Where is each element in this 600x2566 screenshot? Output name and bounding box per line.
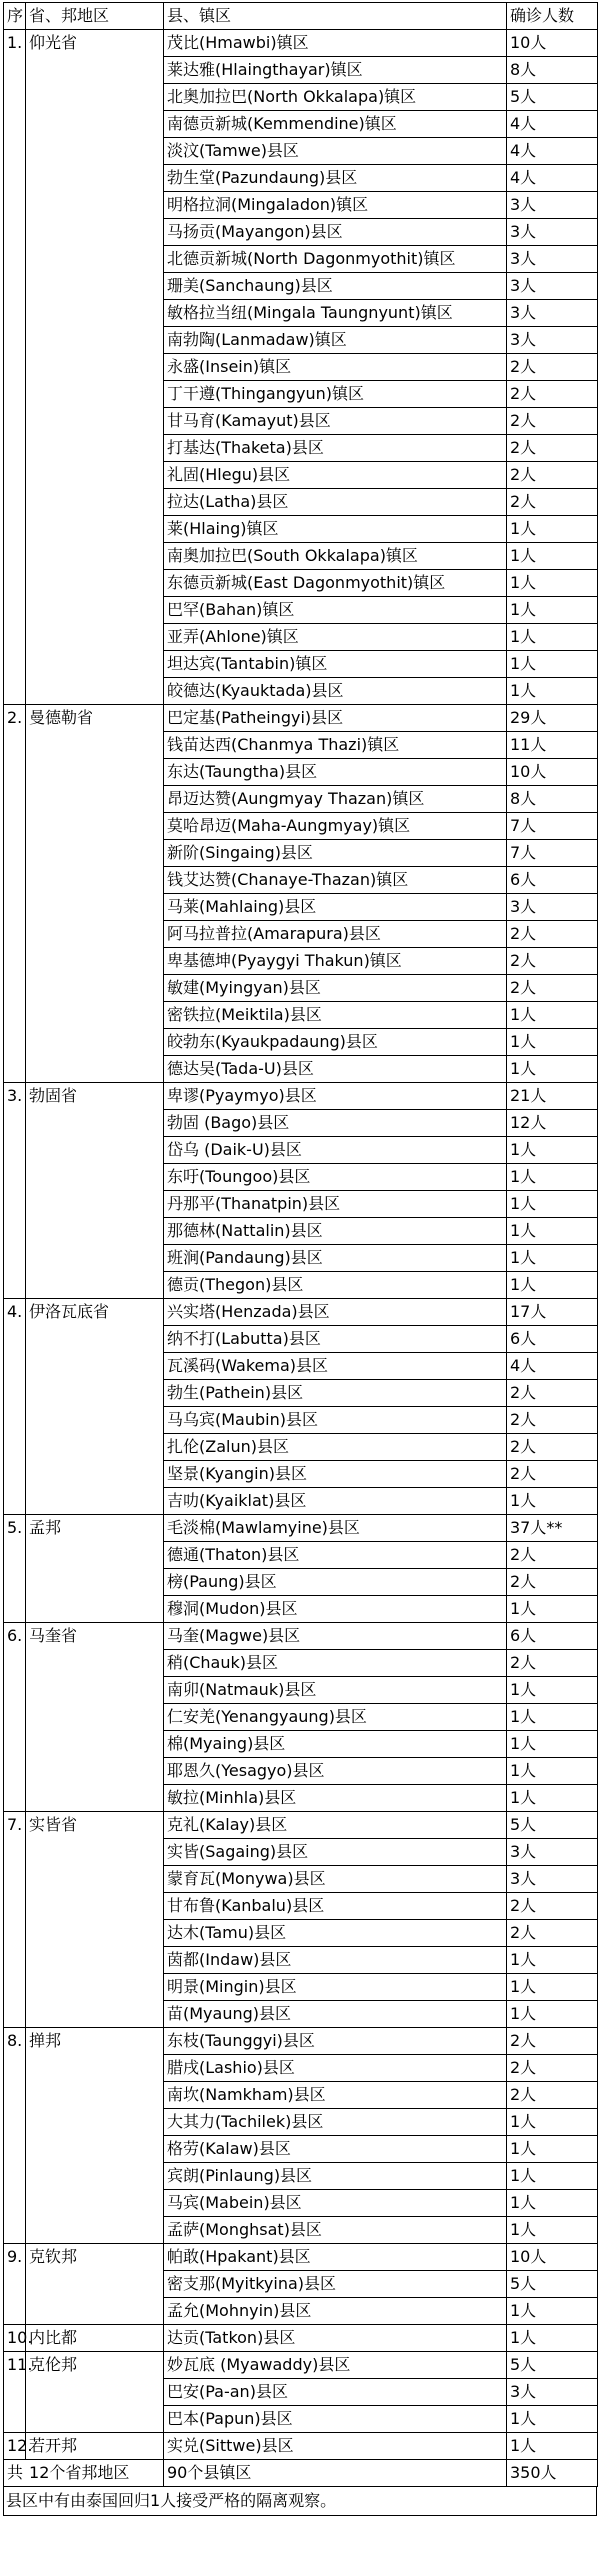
count-cell: 1人 [507, 1758, 598, 1785]
group-seq: 6. [4, 1623, 26, 1812]
header-district: 县、镇区 [164, 3, 507, 30]
count-cell: 2人 [507, 435, 598, 462]
district-cell: 卑谬(Pyaymyo)县区 [164, 1083, 507, 1110]
district-cell: 达贡(Tatkon)县区 [164, 2325, 507, 2352]
count-cell: 1人 [507, 1488, 598, 1515]
total-district: 90个县镇区 [164, 2460, 507, 2487]
district-cell: 亚弄(Ahlone)镇区 [164, 624, 507, 651]
count-cell: 5人 [507, 2352, 598, 2379]
district-cell: 东德贡新城(East Dagonmyothit)镇区 [164, 570, 507, 597]
table-row [4, 1623, 598, 1650]
table-row [4, 1812, 598, 1839]
district-cell: 敏拉(Minhla)县区 [164, 1785, 507, 1812]
district-cell: 巴本(Papun)县区 [164, 2406, 507, 2433]
count-cell: 1人 [507, 2433, 598, 2460]
district-cell: 礼固(Hlegu)县区 [164, 462, 507, 489]
district-cell: 坦达宾(Tantabin)镇区 [164, 651, 507, 678]
district-cell: 大其力(Tachilek)县区 [164, 2109, 507, 2136]
district-cell: 勃固 (Bago)县区 [164, 1110, 507, 1137]
group-seq: 3. [4, 1083, 26, 1299]
district-cell: 巴安(Pa-an)县区 [164, 2379, 507, 2406]
count-cell: 1人 [507, 2406, 598, 2433]
district-cell: 勃生堂(Pazundaung)县区 [164, 165, 507, 192]
district-cell: 南坎(Namkham)县区 [164, 2082, 507, 2109]
cases-table [3, 2, 598, 2487]
count-cell: 1人 [507, 543, 598, 570]
district-cell: 北奥加拉巴(North Okkalapa)镇区 [164, 84, 507, 111]
group-province: 克钦邦 [26, 2244, 164, 2325]
count-cell: 8人 [507, 57, 598, 84]
count-cell: 1人 [507, 516, 598, 543]
table-row [4, 1083, 598, 1110]
group-seq: 7. [4, 1812, 26, 2028]
table-row [4, 2325, 598, 2352]
district-cell: 巴罕(Bahan)镇区 [164, 597, 507, 624]
table-row [4, 1299, 598, 1326]
group-province: 马奎省 [26, 1623, 164, 1812]
district-cell: 敏格拉当纽(Mingala Taungnyunt)镇区 [164, 300, 507, 327]
footnote: 县区中有由泰国回归1人接受严格的隔离观察。 [3, 2487, 597, 2516]
group-province: 勃固省 [26, 1083, 164, 1299]
district-cell: 皎勃东(Kyaukpadaung)县区 [164, 1029, 507, 1056]
count-cell: 1人 [507, 1677, 598, 1704]
count-cell: 2人 [507, 381, 598, 408]
district-cell: 马莱(Mahlaing)县区 [164, 894, 507, 921]
count-cell: 3人 [507, 894, 598, 921]
district-cell: 班涧(Pandaung)县区 [164, 1245, 507, 1272]
district-cell: 南勃陶(Lanmadaw)镇区 [164, 327, 507, 354]
count-cell: 1人 [507, 1191, 598, 1218]
group-province: 内比都 [26, 2325, 164, 2352]
count-cell: 2人 [507, 948, 598, 975]
count-cell: 1人 [507, 1974, 598, 2001]
count-cell: 1人 [507, 678, 598, 705]
count-cell: 3人 [507, 1866, 598, 1893]
district-cell: 吉叻(Kyaiklat)县区 [164, 1488, 507, 1515]
count-cell: 4人 [507, 111, 598, 138]
count-cell: 2人 [507, 1461, 598, 1488]
district-cell: 达木(Tamu)县区 [164, 1920, 507, 1947]
count-cell: 1人 [507, 570, 598, 597]
count-cell: 5人 [507, 2271, 598, 2298]
district-cell: 莱(Hlaing)镇区 [164, 516, 507, 543]
count-cell: 2人 [507, 1407, 598, 1434]
district-cell: 棉(Myaing)县区 [164, 1731, 507, 1758]
count-cell: 2人 [507, 354, 598, 381]
district-cell: 马乌宾(Maubin)县区 [164, 1407, 507, 1434]
district-cell: 妙瓦底 (Myawaddy)县区 [164, 2352, 507, 2379]
group-province: 若开邦 [26, 2433, 164, 2460]
count-cell: 5人 [507, 84, 598, 111]
district-cell: 毛淡棉(Mawlamyine)县区 [164, 1515, 507, 1542]
count-cell: 11人 [507, 732, 598, 759]
count-cell: 6人 [507, 867, 598, 894]
count-cell: 1人 [507, 2109, 598, 2136]
count-cell: 2人 [507, 408, 598, 435]
group-province: 仰光省 [26, 30, 164, 705]
count-cell: 1人 [507, 1272, 598, 1299]
district-cell: 茵都(Indaw)县区 [164, 1947, 507, 1974]
district-cell: 北德贡新城(North Dagonmyothit)镇区 [164, 246, 507, 273]
count-cell: 1人 [507, 1731, 598, 1758]
district-cell: 穆洞(Mudon)县区 [164, 1596, 507, 1623]
district-cell: 宾朗(Pinlaung)县区 [164, 2163, 507, 2190]
district-cell: 巴定基(Patheingyi)县区 [164, 705, 507, 732]
district-cell: 腊戌(Lashio)县区 [164, 2055, 507, 2082]
district-cell: 仁安羌(Yenangyaung)县区 [164, 1704, 507, 1731]
district-cell: 永盛(Insein)镇区 [164, 354, 507, 381]
count-cell: 1人 [507, 1596, 598, 1623]
district-cell: 纳不打(Labutta)县区 [164, 1326, 507, 1353]
district-cell: 密支那(Myitkyina)县区 [164, 2271, 507, 2298]
district-cell: 实兑(Sittwe)县区 [164, 2433, 507, 2460]
count-cell: 1人 [507, 1029, 598, 1056]
count-cell: 12人 [507, 1110, 598, 1137]
count-cell: 7人 [507, 813, 598, 840]
district-cell: 明格拉洞(Mingaladon)镇区 [164, 192, 507, 219]
count-cell: 2人 [507, 975, 598, 1002]
count-cell: 4人 [507, 138, 598, 165]
district-cell: 孟萨(Monghsat)县区 [164, 2217, 507, 2244]
count-cell: 4人 [507, 1353, 598, 1380]
count-cell: 1人 [507, 1245, 598, 1272]
count-cell: 1人 [507, 2298, 598, 2325]
group-seq: 2. [4, 705, 26, 1083]
district-cell: 昂迈达赞(Aungmyay Thazan)镇区 [164, 786, 507, 813]
count-cell: 10人 [507, 2244, 598, 2271]
count-cell: 7人 [507, 840, 598, 867]
count-cell: 3人 [507, 1839, 598, 1866]
district-cell: 稍(Chauk)县区 [164, 1650, 507, 1677]
district-cell: 卑基德坤(Pyaygyi Thakun)镇区 [164, 948, 507, 975]
count-cell: 2人 [507, 2082, 598, 2109]
district-cell: 苗(Myaung)县区 [164, 2001, 507, 2028]
count-cell: 3人 [507, 273, 598, 300]
count-cell: 1人 [507, 2001, 598, 2028]
total-label [4, 2460, 164, 2487]
district-cell: 密铁拉(Meiktila)县区 [164, 1002, 507, 1029]
district-cell: 德贡(Thegon)县区 [164, 1272, 507, 1299]
district-cell: 明景(Mingin)县区 [164, 1974, 507, 2001]
count-cell: 1人 [507, 2325, 598, 2352]
group-seq: 4. [4, 1299, 26, 1515]
count-cell: 10人 [507, 759, 598, 786]
district-cell: 钱艾达赞(Chanaye-Thazan)镇区 [164, 867, 507, 894]
table-row [4, 2352, 598, 2379]
group-seq: 1. [4, 30, 26, 705]
district-cell: 坚景(Kyangin)县区 [164, 1461, 507, 1488]
district-cell: 茂比(Hmawbi)镇区 [164, 30, 507, 57]
district-cell: 孟允(Mohnyin)县区 [164, 2298, 507, 2325]
district-cell: 马扬贡(Mayangon)县区 [164, 219, 507, 246]
count-cell: 6人 [507, 1623, 598, 1650]
total-row [4, 2460, 598, 2487]
table-row [4, 2028, 598, 2055]
table-row [4, 2244, 598, 2271]
count-cell: 1人 [507, 2136, 598, 2163]
count-cell: 1人 [507, 2217, 598, 2244]
district-cell: 蒙育瓦(Monywa)县区 [164, 1866, 507, 1893]
count-cell: 2人 [507, 1893, 598, 1920]
district-cell: 榜(Paung)县区 [164, 1569, 507, 1596]
district-cell: 珊美(Sanchaung)县区 [164, 273, 507, 300]
district-cell: 新阶(Singaing)县区 [164, 840, 507, 867]
count-cell: 2人 [507, 462, 598, 489]
district-cell: 南奥加拉巴(South Okkalapa)镇区 [164, 543, 507, 570]
district-cell: 皎德达(Kyauktada)县区 [164, 678, 507, 705]
district-cell: 南德贡新城(Kemmendine)镇区 [164, 111, 507, 138]
count-cell: 2人 [507, 1380, 598, 1407]
count-cell: 21人 [507, 1083, 598, 1110]
count-cell: 1人 [507, 651, 598, 678]
district-cell: 德通(Thaton)县区 [164, 1542, 507, 1569]
count-cell: 3人 [507, 300, 598, 327]
count-cell: 2人 [507, 1542, 598, 1569]
group-seq: 12. [4, 2433, 26, 2460]
district-cell: 丁干遵(Thingangyun)镇区 [164, 381, 507, 408]
district-cell: 马奎(Magwe)县区 [164, 1623, 507, 1650]
count-cell: 1人 [507, 1704, 598, 1731]
total-seq: 共 [7, 2463, 24, 2482]
count-cell: 4人 [507, 165, 598, 192]
count-cell: 2人 [507, 2055, 598, 2082]
count-cell: 3人 [507, 246, 598, 273]
district-cell: 兴实塔(Henzada)县区 [164, 1299, 507, 1326]
total-province: 12个省邦地区 [29, 2463, 130, 2482]
cases-table-body [4, 3, 598, 2487]
district-cell: 耶恩久(Yesagyo)县区 [164, 1758, 507, 1785]
count-cell: 2人 [507, 1920, 598, 1947]
count-cell: 10人 [507, 30, 598, 57]
count-cell: 1人 [507, 1056, 598, 1083]
district-cell: 东达(Taungtha)县区 [164, 759, 507, 786]
district-cell: 东吁(Toungoo)县区 [164, 1164, 507, 1191]
count-cell: 1人 [507, 597, 598, 624]
district-cell: 甘马育(Kamayut)县区 [164, 408, 507, 435]
group-seq: 9. [4, 2244, 26, 2325]
district-cell: 淡汶(Tamwe)县区 [164, 138, 507, 165]
count-cell: 1人 [507, 1785, 598, 1812]
district-cell: 勃生(Pathein)县区 [164, 1380, 507, 1407]
total-count: 350人 [507, 2460, 598, 2487]
count-cell: 6人 [507, 1326, 598, 1353]
district-cell: 扎伦(Zalun)县区 [164, 1434, 507, 1461]
district-cell: 克礼(Kalay)县区 [164, 1812, 507, 1839]
count-cell: 2人 [507, 1569, 598, 1596]
district-cell: 莱达雅(Hlaingthayar)镇区 [164, 57, 507, 84]
count-cell: 1人 [507, 1947, 598, 1974]
count-cell: 1人 [507, 1218, 598, 1245]
group-province: 曼德勒省 [26, 705, 164, 1083]
count-cell: 5人 [507, 1812, 598, 1839]
district-cell: 丹那平(Thanatpin)县区 [164, 1191, 507, 1218]
group-seq: 8. [4, 2028, 26, 2244]
header-province: 省、邦地区 [26, 3, 164, 30]
count-cell: 17人 [507, 1299, 598, 1326]
group-province: 孟邦 [26, 1515, 164, 1623]
count-cell: 3人 [507, 2379, 598, 2406]
count-cell: 1人 [507, 2190, 598, 2217]
count-cell: 1人 [507, 1164, 598, 1191]
table-row [4, 1515, 598, 1542]
district-cell: 实皆(Sagaing)县区 [164, 1839, 507, 1866]
group-province: 克伦邦 [26, 2352, 164, 2433]
group-province: 掸邦 [26, 2028, 164, 2244]
table-row [4, 2433, 598, 2460]
table-row [4, 30, 598, 57]
count-cell: 2人 [507, 1434, 598, 1461]
count-cell: 3人 [507, 192, 598, 219]
header-seq: 序 [4, 3, 26, 30]
district-cell: 敏建(Myingyan)县区 [164, 975, 507, 1002]
group-seq: 5. [4, 1515, 26, 1623]
district-cell: 打基达(Thaketa)县区 [164, 435, 507, 462]
district-cell: 拉达(Latha)县区 [164, 489, 507, 516]
district-cell: 帕敢(Hpakant)县区 [164, 2244, 507, 2271]
group-province: 实皆省 [26, 1812, 164, 2028]
count-cell: 2人 [507, 921, 598, 948]
count-cell: 2人 [507, 2028, 598, 2055]
count-cell: 1人 [507, 2163, 598, 2190]
count-cell: 2人 [507, 1650, 598, 1677]
header-count: 确诊人数 [507, 3, 598, 30]
district-cell: 马宾(Mabein)县区 [164, 2190, 507, 2217]
count-cell: 29人 [507, 705, 598, 732]
count-cell: 37人** [507, 1515, 598, 1542]
district-cell: 那德林(Nattalin)县区 [164, 1218, 507, 1245]
district-cell: 钱苗达西(Chanmya Thazi)镇区 [164, 732, 507, 759]
count-cell: 1人 [507, 624, 598, 651]
count-cell: 2人 [507, 489, 598, 516]
group-seq: 10. [4, 2325, 26, 2352]
district-cell: 岱乌 (Daik-U)县区 [164, 1137, 507, 1164]
district-cell: 德达吴(Tada-U)县区 [164, 1056, 507, 1083]
district-cell: 阿马拉普拉(Amarapura)县区 [164, 921, 507, 948]
count-cell: 3人 [507, 327, 598, 354]
count-cell: 8人 [507, 786, 598, 813]
district-cell: 莫哈昂迈(Maha-Aungmyay)镇区 [164, 813, 507, 840]
group-seq: 11. [4, 2352, 26, 2433]
district-cell: 甘布鲁(Kanbalu)县区 [164, 1893, 507, 1920]
district-cell: 格劳(Kalaw)县区 [164, 2136, 507, 2163]
table-row [4, 705, 598, 732]
table-header-row [4, 3, 598, 30]
group-province: 伊洛瓦底省 [26, 1299, 164, 1515]
count-cell: 1人 [507, 1002, 598, 1029]
district-cell: 瓦溪码(Wakema)县区 [164, 1353, 507, 1380]
count-cell: 3人 [507, 219, 598, 246]
district-cell: 东枝(Taunggyi)县区 [164, 2028, 507, 2055]
count-cell: 1人 [507, 1137, 598, 1164]
district-cell: 南卯(Natmauk)县区 [164, 1677, 507, 1704]
